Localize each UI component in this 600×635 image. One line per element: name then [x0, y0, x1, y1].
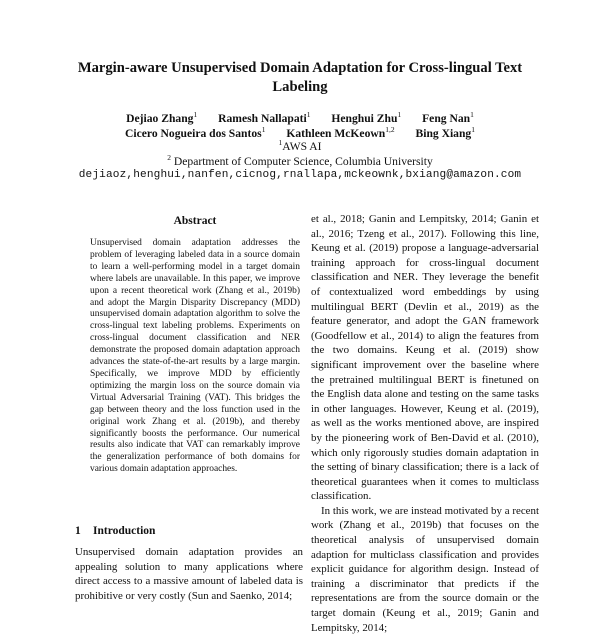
author — [126, 112, 197, 125]
author — [415, 127, 474, 140]
body-paragraph: et al., 2018; Ganin and Lempitsky, 2014; Ganin et al., 2016; Tzeng et al., 2017). Following this line, Keung et al. (2019) propose a language-adversarial training approach for cross-lingual document classification and NER. They leverage the benefit of contextualized word embeddings by using multilingual BERT (Devlin et al., 2019) as the feature generator, and adopt the GAN framework (Goodfellow et al., 2014) to align the features from the two domains. Keung et al. (2019) show significant improvement over the baseline where the pretrained multilingual BERT is finetuned on the English data alone and testing on the same tasks in other languages. However, Keung et al. (2019), as well as the works mentioned above, are inspired by the pioneering work of Ben-David et al. (2010), which only rigorously studies domain adaptation in the setting of binary classification; there is a lack of theoretical guarantees when it comes to multiclass classification. — [311, 213, 539, 503]
author-name: Bing Xiang — [415, 127, 472, 140]
author-name: Cicero Nogueira dos Santos — [125, 127, 262, 140]
abstract-heading: Abstract — [173, 215, 217, 227]
author — [422, 112, 474, 125]
author-affiliation-mark: 1 — [193, 110, 198, 119]
section-heading — [75, 525, 155, 537]
author-list-row1 — [60, 112, 540, 125]
author-list-row2 — [60, 127, 540, 140]
author-affiliation-mark: 1 — [261, 125, 266, 134]
author-affiliation-mark: 1,2 — [385, 125, 395, 134]
author-affiliation-mark: 1 — [470, 110, 474, 119]
affiliation — [60, 140, 540, 153]
affiliation-text: AWS AI — [282, 140, 322, 153]
author — [286, 127, 394, 140]
author-name: Kathleen McKeown — [286, 127, 386, 140]
affiliation-mark: 1 — [278, 138, 283, 147]
author-name: Ramesh Nallapati — [218, 112, 307, 125]
affiliation-text: Department of Computer Science, Columbia University — [170, 155, 433, 168]
body-paragraph: In this work, we are instead motivated by a recent work (Zhang et al., 2019b) that focuses on the theoretical analysis of unsupervised domain adaption for multiclass classification and provides explicit guidance for algorithm design. Instead of training a discriminator that predicts if the representations are from the source domain or the target domain (Keung et al., 2019; Ganin and Lempitsky, 2014; — [311, 504, 539, 634]
abstract-text: Unsupervised domain adaptation addresses the problem of leveraging labeled data in a source domain to learn a well-performing model in a target domain where labels are unavailable. In this paper, we improve upon a recent theoretical work (Zhang et al., 2019b) and adopt the Margin Disparity Discrepancy (MDD) unsupervised domain adaptation algorithm to solve the cross-lingual text labeling problems. Experiments on cross-lingual document classification and NER demonstrate the proposed domain adaptation approach advances the state-of-the-art results by a large margin. Specifically, we improve MDD by efficiently optimizing the margin loss on the source domain via Virtual Adversarial Training (VAT). This bridges the gap between theory and the loss function used in the original work Zhang et al. (2019b), and thereby significantly boosts the performance. Our numerical results also indicate that VAT can remarkably improve the generalization performance of both domains for various domain adaptation approaches. — [90, 238, 300, 475]
right-column — [311, 212, 539, 635]
author-affiliation-mark: 1 — [397, 110, 402, 119]
author-affiliation-mark: 1 — [306, 110, 311, 119]
section-title: Introduction — [93, 525, 156, 537]
author-name: Henghui Zhu — [331, 112, 398, 125]
author — [218, 112, 310, 125]
author — [125, 127, 265, 140]
intro-paragraph: Unsupervised domain adaptation provides an appealing solution to many applications where direct access to a massive amount of labeled data is prohibitive or very costly (Sun and Saenko, 2014; — [75, 546, 303, 602]
section-number: 1 — [75, 525, 81, 537]
author-emails: dejiaoz,henghui,nanfen,cicnog,rnallapa,mckeownk,bxiang@amazon.com — [78, 169, 522, 181]
paper-title: Margin-aware Unsupervised Domain Adaptation for Cross-lingual Text Labeling — [77, 60, 523, 95]
author-name: Dejiao Zhang — [126, 112, 194, 125]
affiliation-mark: 2 — [167, 153, 171, 162]
author — [331, 112, 401, 125]
author-affiliation-mark: 1 — [471, 125, 475, 134]
affiliation — [60, 155, 540, 168]
author-name: Feng Nan — [422, 112, 471, 125]
